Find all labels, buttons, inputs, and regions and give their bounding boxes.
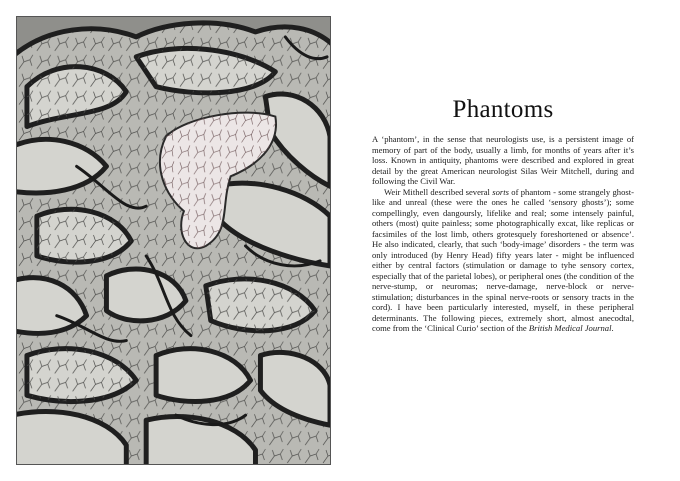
text-page: [372, 96, 634, 334]
chapter-title: Phantoms: [452, 96, 554, 123]
paragraph-2-text-c: .: [611, 323, 614, 333]
paragraph-2-text-b: of phantom - some strangely ghost-like and unreal (these were the ones he called ‘sensory ghosts’); some compellingly, even dangoursly, lifelike and real; some intensely painful, others (most) quite painless; some photographically excat, like replicas or facsimiles of the lost limb, others grotesquely foreshortened or absence’. He also indicated, clearly, that such ‘body-image’ disorders - the term was only introduced (by Henry Head) fifty years later - might be influenced either by central factors (stimulation or damage to tyhe sensory cortex, especially that of the parietal lobes), or peripheral ones (the condition of the nerve-stump, or neuromas; nerve-damage, nerve-block or nerve-stimulation; disturbances in the spinal nerve-roots or sensory tracts in the cord). I have been particularly interested, myself, in these peripheral determinants. The following pieces, extremely short, almost anecodtal, come from the ‘Clinical Curio’ section of the: [372, 186, 634, 333]
paragraph-2-emphasis-sorts: sorts: [492, 186, 509, 197]
brain-illustration-image: [16, 16, 331, 465]
body-paragraph-2: [372, 187, 634, 334]
journal-name: British Medical Journal: [528, 323, 612, 333]
brain-gyri-drawing: [17, 17, 330, 464]
body-paragraph-1: A ‘phantom’, in the sense that neurologists use, is a persistent image of memory of part of the body, usually a limb, for months of years after it’s loss. Known in antiquity, phantoms were described and explored in great detail by the great American neurologist Silas Weir Mitchell, during and following the Civil War.: [372, 134, 634, 186]
paragraph-2-text-a: Weir Mithell described several: [384, 186, 493, 197]
